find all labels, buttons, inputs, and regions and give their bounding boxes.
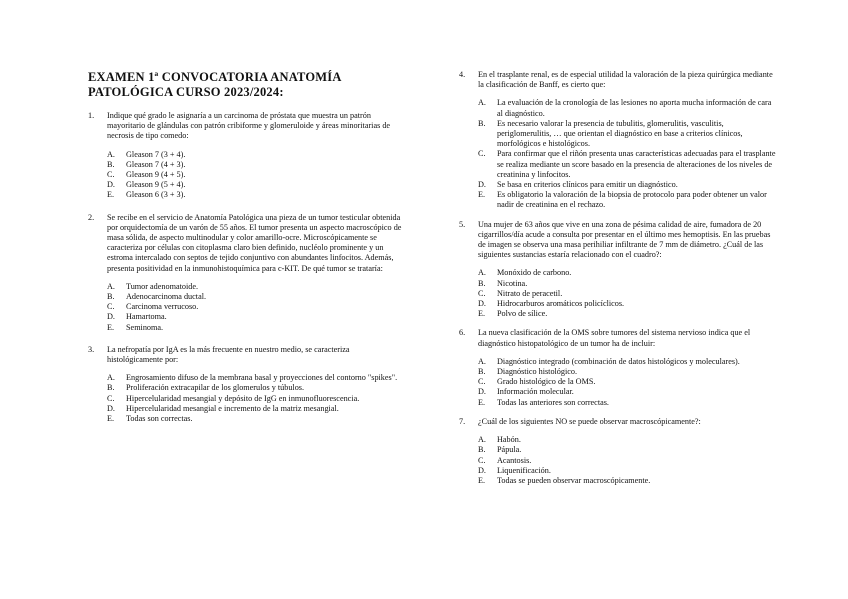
option-letter: A. bbox=[107, 373, 115, 383]
option-text: Todas las anteriores son correctas. bbox=[497, 397, 609, 407]
option-text: Se basa en criterios clínicos para emitir un diagnóstico. bbox=[497, 180, 678, 190]
exam-title-line1: EXAMEN 1ª CONVOCATORIA ANATOMÍA bbox=[88, 70, 342, 84]
option-letter: B. bbox=[478, 118, 486, 128]
question-number: 4. bbox=[459, 70, 466, 79]
option-letter: A. bbox=[478, 98, 486, 108]
option-letter: C. bbox=[478, 149, 486, 159]
left-column bbox=[88, 70, 406, 436]
option-letter: D. bbox=[107, 180, 115, 190]
option-a bbox=[107, 150, 406, 160]
option-e bbox=[107, 190, 406, 200]
option-letter: C. bbox=[478, 377, 486, 387]
option-a bbox=[478, 435, 777, 445]
option-c bbox=[107, 394, 406, 404]
option-b bbox=[478, 445, 777, 455]
question-number: 7. bbox=[459, 416, 466, 426]
option-text: Proliferación extracapilar de los glomerulos y túbulos. bbox=[126, 383, 305, 393]
options-list bbox=[478, 98, 777, 210]
option-text: Información molecular. bbox=[497, 387, 574, 397]
option-text: Seminoma. bbox=[126, 322, 164, 332]
question-number: 2. bbox=[88, 212, 95, 222]
question-6 bbox=[459, 328, 777, 407]
option-text: Nicotina. bbox=[497, 278, 528, 288]
option-letter: B. bbox=[478, 445, 486, 455]
question-number: 1. bbox=[88, 111, 95, 120]
option-c bbox=[478, 456, 777, 466]
option-letter: D. bbox=[107, 312, 115, 322]
option-letter: C. bbox=[478, 288, 486, 298]
exam-title-line2: PATOLÓGICA CURSO 2023/2024: bbox=[88, 85, 284, 99]
option-b bbox=[107, 292, 406, 302]
option-e bbox=[478, 476, 777, 486]
option-b bbox=[107, 383, 406, 393]
option-letter: D. bbox=[478, 299, 486, 309]
options-list bbox=[107, 150, 406, 201]
question-stem: En el trasplante renal, es de especial utilidad la valoración de la pieza quirúrgica mediante la clasificación de Banff, es cierto que: bbox=[478, 70, 773, 90]
options-list bbox=[107, 373, 406, 424]
right-column bbox=[459, 70, 777, 495]
question-4 bbox=[459, 70, 777, 211]
option-letter: E. bbox=[478, 475, 486, 485]
option-a bbox=[478, 268, 777, 278]
question-1 bbox=[88, 111, 406, 201]
option-letter: D. bbox=[478, 180, 486, 190]
option-b bbox=[478, 367, 777, 377]
option-letter: E. bbox=[478, 397, 486, 407]
question-stem: La nefropatía por IgA es la más frecuente en nuestro medio, se caracteriza histológicamente por: bbox=[107, 344, 350, 365]
option-letter: B. bbox=[107, 159, 115, 169]
question-2 bbox=[88, 213, 406, 333]
option-letter: C. bbox=[478, 455, 486, 465]
option-letter: E. bbox=[107, 322, 115, 332]
option-text: Hamartoma. bbox=[126, 312, 167, 322]
option-b bbox=[478, 119, 777, 150]
option-text: Tumor adenomatoide. bbox=[126, 281, 199, 291]
option-text: Polvo de sílice. bbox=[497, 309, 548, 319]
option-e bbox=[478, 309, 777, 319]
option-letter: B. bbox=[478, 278, 486, 288]
question-stem: La nueva clasificación de la OMS sobre tumores del sistema nervioso indica que el diagnóstico histopatológico de un tumor ha de incluir: bbox=[478, 328, 751, 348]
option-letter: A. bbox=[107, 149, 115, 159]
question-stem: ¿Cuál de los siguientes NO se puede observar macroscópicamente?: bbox=[478, 416, 701, 426]
option-letter: C. bbox=[107, 170, 115, 180]
option-text: Liquenificación. bbox=[497, 465, 551, 475]
option-a bbox=[478, 98, 777, 118]
option-a bbox=[478, 357, 777, 367]
option-text: Habón. bbox=[497, 435, 521, 445]
option-letter: E. bbox=[107, 190, 115, 200]
option-letter: C. bbox=[107, 393, 115, 403]
option-text: La evaluación de la cronología de las lesiones no aporta mucha información de cara al diagnóstico. bbox=[497, 98, 772, 118]
option-text: Hipercelularidad mesangial y depósito de IgG en inmunofluorescencia. bbox=[126, 393, 360, 403]
option-text: Diagnóstico integrado (combinación de datos histológicos y moleculares). bbox=[497, 356, 740, 366]
question-3 bbox=[88, 345, 406, 424]
option-a bbox=[107, 282, 406, 292]
option-c bbox=[478, 377, 777, 387]
option-letter: E. bbox=[478, 309, 486, 319]
option-text: Diagnóstico histológico. bbox=[497, 367, 578, 377]
option-e bbox=[478, 398, 777, 408]
option-text: Grado histológico de la OMS. bbox=[497, 377, 596, 387]
options-list bbox=[478, 357, 777, 408]
option-text: Gleason 9 (4 + 5). bbox=[126, 170, 186, 180]
option-text: Gleason 7 (4 + 3). bbox=[126, 159, 186, 169]
option-a bbox=[107, 373, 406, 383]
option-letter: C. bbox=[107, 302, 115, 312]
question-stem: Se recibe en el servicio de Anatomía Patológica una pieza de un tumor testicular obtenida por orquidectomía de un varón de 55 años. El tumor presenta un aspecto macroscópico de masa sólida, de aspecto multinodular y color amarillo-ocre. Microscópicamente se caracteriza por células con citoplasma claro bien definido, nucléolo prominente y un estroma intercalado con septos de tejido conjuntivo con abundantes linfocitos. Además, presenta positividad en la inmunohistoquímica para c-KIT. De qué tumor se trataría: bbox=[107, 212, 402, 273]
option-c bbox=[107, 170, 406, 180]
option-e bbox=[478, 190, 777, 210]
question-number: 3. bbox=[88, 344, 95, 354]
option-d bbox=[478, 299, 777, 309]
option-d bbox=[107, 312, 406, 322]
option-text: Engrosamiento difuso de la membrana basal y proyecciones del contorno "spikes". bbox=[126, 373, 398, 383]
question-5 bbox=[459, 220, 777, 320]
option-d bbox=[478, 466, 777, 476]
option-letter: D. bbox=[478, 387, 486, 397]
option-letter: B. bbox=[107, 292, 115, 302]
option-letter: D. bbox=[107, 403, 115, 413]
option-letter: B. bbox=[107, 383, 115, 393]
option-text: Gleason 9 (5 + 4). bbox=[126, 180, 186, 190]
option-letter: E. bbox=[478, 190, 486, 200]
option-c bbox=[107, 302, 406, 312]
question-7 bbox=[459, 417, 777, 486]
option-letter: D. bbox=[478, 465, 486, 475]
options-list bbox=[478, 435, 777, 486]
option-letter: A. bbox=[478, 435, 486, 445]
question-number: 6. bbox=[459, 328, 466, 338]
option-text: Todas son correctas. bbox=[126, 414, 193, 424]
option-d bbox=[107, 404, 406, 414]
option-text: Carcinoma verrucoso. bbox=[126, 302, 199, 312]
option-d bbox=[107, 180, 406, 190]
option-text: Nitrato de peracetil. bbox=[497, 288, 563, 298]
option-letter: A. bbox=[107, 281, 115, 291]
question-stem: Indique qué grado le asignaría a un carcinoma de próstata que muestra un patrón mayoritario de glándulas con patrón cribiforme y glomeruloide y áreas minoritarias de necrosis de tipo comedo: bbox=[107, 111, 391, 141]
option-letter: A. bbox=[478, 268, 486, 278]
option-text: Todas se pueden observar macroscópicamente. bbox=[497, 475, 651, 485]
option-text: Adenocarcinoma ductal. bbox=[126, 292, 207, 302]
option-letter: E. bbox=[107, 414, 115, 424]
option-text: Gleason 7 (3 + 4). bbox=[126, 149, 186, 159]
option-text: Hipercelularidad mesangial e incremento de la matriz mesangial. bbox=[126, 403, 339, 413]
option-b bbox=[478, 279, 777, 289]
option-e bbox=[107, 414, 406, 424]
option-text: Acantosis. bbox=[497, 455, 532, 465]
option-text: Gleason 6 (3 + 3). bbox=[126, 190, 186, 200]
option-text: Pápula. bbox=[497, 445, 522, 455]
option-text: Monóxido de carbono. bbox=[497, 268, 572, 278]
question-stem: Una mujer de 63 años que vive en una zona de pésima calidad de aire, fumadora de 20 cigarrillos/día acude a consulta por presentar en el último mes hemoptisis. En las pruebas de imagen se observa una masa perihiliar infiltrante de 7 mm de diámetro. ¿Cuál de las siguientes sustancias estaría relacionado con el cuadro?: bbox=[478, 219, 771, 260]
option-text: Es necesario valorar la presencia de tubulitis, glomerulitis, vasculitis, periglomerulitis, … que orientan el diagnóstico en base a criterios clínicos, morfológicos e histológicos. bbox=[497, 118, 743, 149]
option-e bbox=[107, 323, 406, 333]
option-text: Para confirmar que el riñón presenta unas características adecuadas para el trasplante se realiza mediante un score basado en la presencia de alteraciones de los niveles de creatinina y linfocitos. bbox=[497, 149, 776, 179]
option-text: Es obligatorio la valoración de la biopsia de protocolo para poder obtener un valor nadir de creatinina en el rechazo. bbox=[497, 190, 767, 210]
option-text: Hidrocarburos aromáticos policíclicos. bbox=[497, 299, 625, 309]
option-d bbox=[478, 180, 777, 190]
option-d bbox=[478, 387, 777, 397]
option-letter: B. bbox=[478, 367, 486, 377]
option-c bbox=[478, 149, 777, 180]
question-number: 5. bbox=[459, 219, 466, 229]
option-b bbox=[107, 160, 406, 170]
exam-title bbox=[88, 70, 406, 100]
options-list bbox=[478, 268, 777, 319]
options-list bbox=[107, 282, 406, 333]
option-c bbox=[478, 289, 777, 299]
option-letter: A. bbox=[478, 356, 486, 366]
